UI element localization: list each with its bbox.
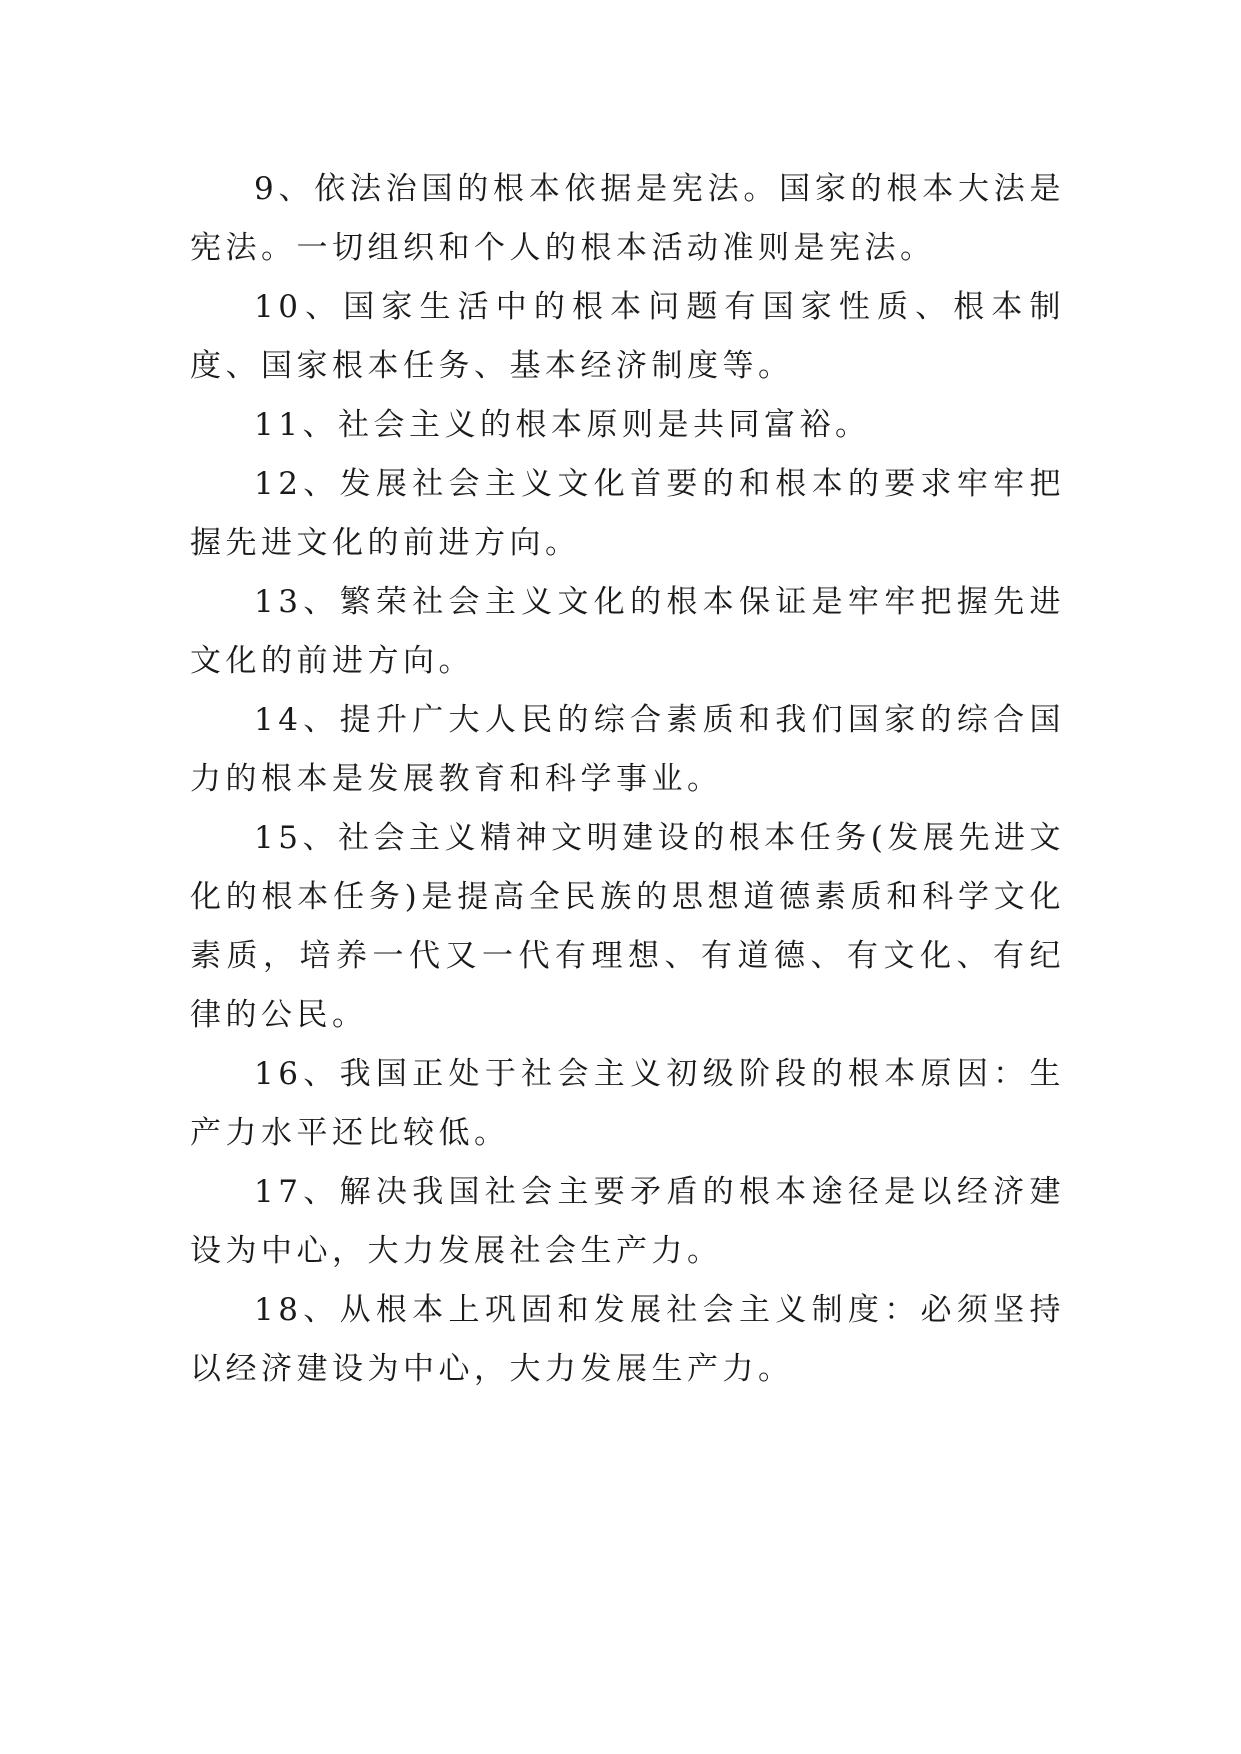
- paragraph-14: 14、提升广大人民的综合素质和我们国家的综合国力的根本是发展教育和科学事业。: [190, 702, 1065, 797]
- paragraph-9: 9、依法治国的根本依据是宪法。国家的根本大法是宪法。一切组织和个人的根本活动准则是宪法。: [190, 171, 1065, 266]
- paragraph-10: 10、国家生活中的根本问题有国家性质、根本制度、国家根本任务、基本经济制度等。: [190, 289, 1065, 384]
- paragraph-15: 15、社会主义精神文明建设的根本任务(发展先进文化的根本任务)是提高全民族的思想道德素质和科学文化素质，培养一代又一代有理想、有道德、有文化、有纪律的公民。: [190, 820, 1065, 1033]
- paragraph-18: 18、从根本上巩固和发展社会主义制度：必须坚持以经济建设为中心，大力发展生产力。: [190, 1292, 1065, 1387]
- paragraph-11: 11、社会主义的根本原则是共同富裕。: [254, 407, 871, 443]
- paragraph-16: 16、我国正处于社会主义初级阶段的根本原因：生产力水平还比较低。: [190, 1056, 1065, 1151]
- paragraph-13: 13、繁荣社会主义文化的根本保证是牢牢把握先进文化的前进方向。: [190, 584, 1065, 679]
- document-body: [190, 160, 1065, 1399]
- paragraph-12: 12、发展社会主义文化首要的和根本的要求牢牢把握先进文化的前进方向。: [190, 466, 1065, 561]
- paragraph-17: 17、解决我国社会主要矛盾的根本途径是以经济建设为中心，大力发展社会生产力。: [190, 1174, 1065, 1269]
